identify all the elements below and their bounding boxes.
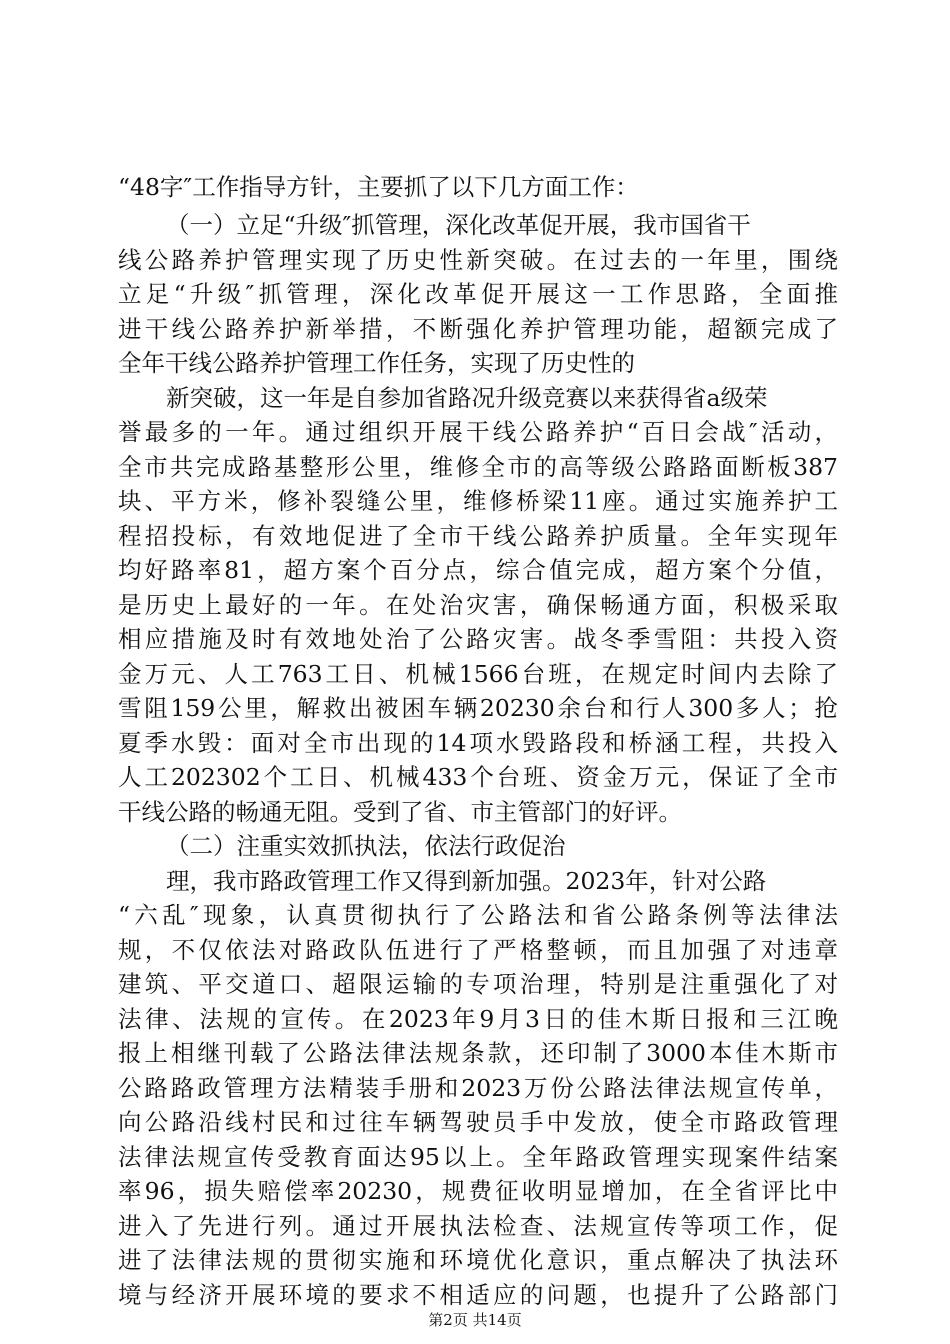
paragraph-line: 境与经济开展环境的要求不相适应的问题，也提升了公路部门: [118, 1281, 838, 1309]
paragraph-line: 进入了先进行列。通过开展执法检查、法规宣传等项工作，促: [118, 1212, 838, 1240]
paragraph-line: 规，不仅依法对路政队伍进行了严格整顿，而且加强了对违章: [118, 936, 838, 964]
paragraph-line: 法律、法规的宣传。在2023年9月3日的佳木斯日报和三江晚: [118, 1005, 838, 1033]
paragraph-line: 是历史上最好的一年。在处治灾害，确保畅通方面，积极采取: [118, 591, 838, 619]
paragraph-line: 均好路率81，超方案个百分点，综合值完成，超方案个分值，: [118, 556, 838, 584]
paragraph-line: 块、平方米，修补裂缝公里，维修桥梁11座。通过实施养护工: [118, 487, 838, 515]
paragraph-line: 公路路政管理方法精装手册和2023万份公路法律法规宣传单，: [118, 1074, 838, 1102]
paragraph-line: 金万元、人工763工日、机械1566台班，在规定时间内去除了: [118, 660, 838, 688]
paragraph-line: 雪阻159公里，解救出被困车辆20230余台和行人300多人；抢: [118, 694, 838, 722]
paragraph-line: 理，我市路政管理工作又得到新加强。2023年，针对公路: [166, 867, 767, 895]
paragraph-line: 立足“升级″抓管理，深化改革促开展这一工作思路，全面推: [118, 280, 838, 308]
paragraph-line: 程招投标，有效地促进了全市干线公路养护质量。全年实现年: [118, 522, 838, 550]
paragraph-line: 线公路养护管理实现了历史性新突破。在过去的一年里，围绕: [118, 246, 838, 274]
paragraph-line: 建筑、平交道口、超限运输的专项治理，特别是注重强化了对: [118, 970, 838, 998]
paragraph-line: 全年干线公路养护管理工作任务，实现了历史性的: [118, 349, 635, 377]
section-heading-line: （一）立足“升级″抓管理，深化改革促开展，我市国省干: [166, 211, 751, 239]
paragraph-line: 报上相继刊载了公路法律法规条款，还印制了3000本佳木斯市: [118, 1039, 838, 1067]
paragraph-line: 率96，损失赔偿率20230，规费征收明显增加，在全省评比中: [118, 1177, 838, 1205]
section-heading-line: （二）注重实效抓执法，依法行政促治: [166, 832, 566, 860]
paragraph-line: 干线公路的畅通无阻。受到了省、市主管部门的好评。: [118, 798, 682, 826]
paragraph-line: 进干线公路养护新举措，不断强化养护管理功能，超额完成了: [118, 315, 838, 343]
paragraph-line: 法律法规宣传受教育面达95以上。全年路政管理实现案件结案: [118, 1143, 838, 1171]
paragraph-line: 誉最多的一年。通过组织开展干线公路养护“百日会战″活动，: [118, 418, 838, 446]
paragraph-line: 进了法律法规的贯彻实施和环境优化意识，重点解决了执法环: [118, 1246, 838, 1274]
paragraph-line: 全市共完成路基整形公里，维修全市的高等级公路路面断板387: [118, 453, 838, 481]
paragraph-line: 新突破，这一年是自参加省路况升级竞赛以来获得省a级荣: [166, 384, 768, 412]
paragraph-line: “48字″工作指导方针，主要抓了以下几方面工作：: [118, 173, 639, 201]
paragraph-line: 向公路沿线村民和过往车辆驾驶员手中发放，使全市路政管理: [118, 1108, 838, 1136]
paragraph-line: 相应措施及时有效地处治了公路灾害。战冬季雪阻：共投入资: [118, 625, 838, 653]
paragraph-line: 夏季水毁：面对全市出现的14项水毁路段和桥涵工程，共投入: [118, 729, 838, 757]
page-number-footer: 第2页 共14页: [428, 1311, 522, 1329]
paragraph-line: “六乱″现象，认真贯彻执行了公路法和省公路条例等法律法: [118, 901, 838, 929]
paragraph-line: 人工202302个工日、机械433个台班、资金万元，保证了全市: [118, 763, 838, 791]
